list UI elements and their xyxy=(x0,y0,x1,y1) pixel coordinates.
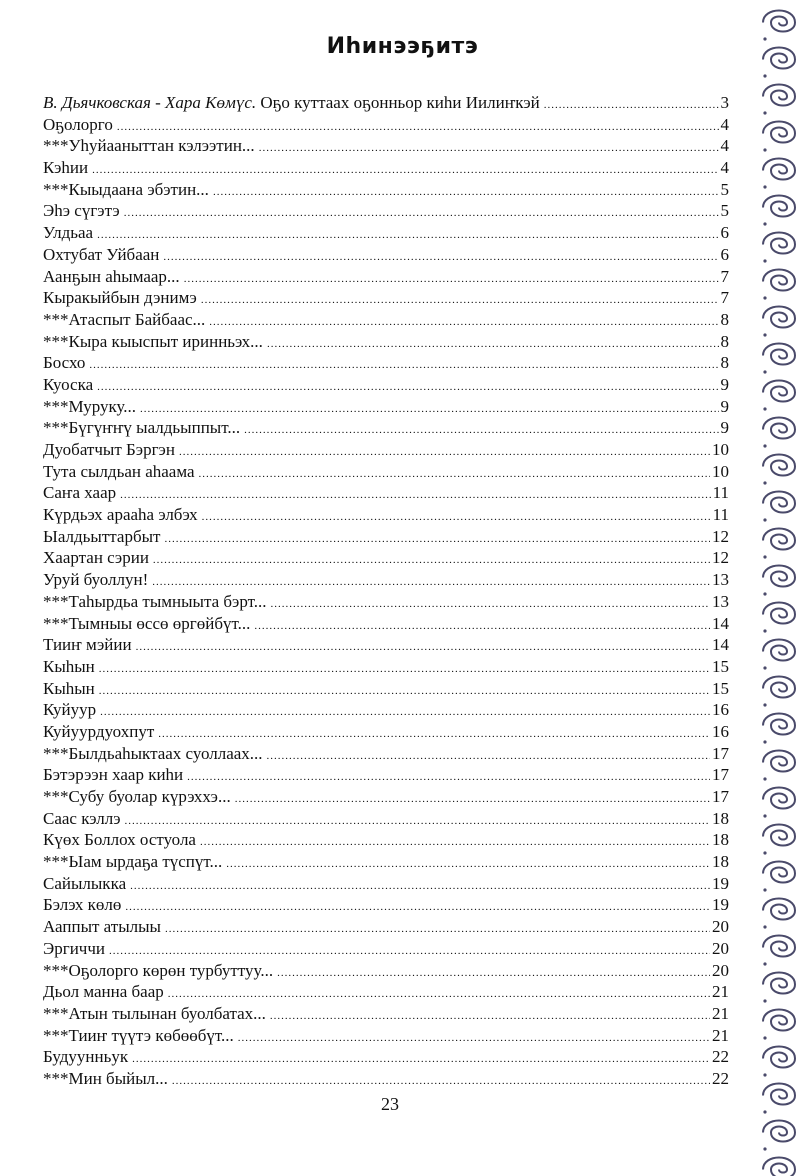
toc-entry-title xyxy=(43,808,121,830)
toc-entry-page: 6 xyxy=(720,223,729,243)
toc-entry-title xyxy=(43,461,195,483)
toc-entry-page: 17 xyxy=(712,787,729,806)
toc-entry-title-text: ***Таһырдьа тымныыта бэрт... xyxy=(43,591,267,611)
toc-entry-title xyxy=(43,526,160,548)
toc-entry xyxy=(43,591,729,613)
toc-dot-leader xyxy=(259,138,719,160)
toc-entry-title xyxy=(43,331,263,353)
toc-entry-title-text: Кэһии xyxy=(43,158,89,178)
toc-entry-title-text: Ааппыт атылыы xyxy=(43,917,161,937)
toc-dot-leader xyxy=(199,464,710,486)
table-of-contents xyxy=(43,92,729,1090)
toc-entry-page: 4 xyxy=(720,158,729,178)
scroll-ornament xyxy=(763,122,795,152)
toc-entry-title-text: Саас кэллэ xyxy=(43,808,121,828)
toc-entry-page: 19 xyxy=(712,873,729,893)
scroll-ornament xyxy=(763,640,795,670)
scroll-ornament xyxy=(763,603,795,633)
toc-entry-page: 12 xyxy=(712,548,729,568)
toc-dot-leader xyxy=(125,811,710,833)
toc-entry xyxy=(43,808,729,830)
toc-dot-leader xyxy=(97,377,718,399)
toc-dot-leader xyxy=(544,95,719,117)
toc-entry xyxy=(43,916,729,938)
toc-dot-leader xyxy=(254,616,710,638)
scroll-ornament xyxy=(763,1010,795,1040)
toc-dot-leader xyxy=(244,420,718,442)
scroll-ornament xyxy=(763,1121,795,1151)
toc-dot-leader xyxy=(124,203,719,225)
toc-entry xyxy=(43,721,729,743)
toc-entry-title-text: ***Уһуйааныттан кэлээтин... xyxy=(43,136,255,156)
toc-entry-title-text: Күөх Боллох остуола xyxy=(43,830,196,850)
toc-entry-author: В. Дьячковская - Хара Көмүс. xyxy=(43,93,257,112)
toc-entry-title xyxy=(43,569,148,591)
scroll-ornament xyxy=(763,11,795,41)
toc-entry-page: 15 xyxy=(712,678,729,698)
toc-entry xyxy=(43,266,729,288)
scroll-ornament xyxy=(763,381,795,411)
toc-entry xyxy=(43,613,729,635)
toc-entry xyxy=(43,461,729,483)
toc-entry-title-text: Босхо xyxy=(43,353,86,373)
toc-entry-title-text: Уруй буоллун! xyxy=(43,570,149,590)
toc-entry-page: 14 xyxy=(712,613,729,633)
toc-entry-title xyxy=(43,547,149,569)
toc-dot-leader xyxy=(270,1006,710,1028)
toc-entry-title xyxy=(43,873,126,895)
toc-entry-title xyxy=(43,135,255,157)
toc-entry-title xyxy=(43,482,116,504)
toc-entry-title xyxy=(43,1068,168,1090)
toc-entry-title-text: ***Былдьаһыктаах суоллаах... xyxy=(43,743,263,763)
toc-entry-page: 17 xyxy=(712,743,729,763)
toc-dot-leader xyxy=(200,832,710,854)
toc-entry xyxy=(43,331,729,353)
toc-entry-title-text: ***Тииҥ түүтэ көбөөбүт... xyxy=(43,1025,234,1045)
toc-dot-leader xyxy=(89,355,718,377)
toc-dot-leader xyxy=(120,485,710,507)
toc-entry-title xyxy=(43,591,267,613)
toc-dot-leader xyxy=(179,442,710,464)
toc-entry-title-text: Эргиччи xyxy=(43,938,105,958)
toc-entry-title xyxy=(43,656,95,678)
toc-entry xyxy=(43,851,729,873)
toc-entry-title xyxy=(43,743,263,765)
toc-entry xyxy=(43,352,729,374)
toc-entry-page: 21 xyxy=(712,982,729,1002)
toc-dot-leader xyxy=(209,312,718,334)
toc-entry-title-text: Тута сылдьан аһаама xyxy=(43,461,195,481)
toc-dot-leader xyxy=(271,594,710,616)
toc-entry xyxy=(43,114,729,136)
toc-entry xyxy=(43,786,729,808)
toc-entry xyxy=(43,1003,729,1025)
toc-entry-title xyxy=(43,439,175,461)
toc-entry xyxy=(43,157,729,179)
toc-entry-title-text: Хаартан сэрии xyxy=(43,548,149,568)
toc-entry xyxy=(43,894,729,916)
toc-entry xyxy=(43,1068,729,1090)
toc-entry-title xyxy=(43,309,205,331)
toc-entry-title-text: Будуунньук xyxy=(43,1047,129,1067)
toc-entry-page: 13 xyxy=(712,570,729,590)
scroll-ornament xyxy=(763,159,795,189)
toc-dot-leader xyxy=(201,290,719,312)
toc-entry-title xyxy=(43,1046,128,1068)
toc-entry-title-text: Дьол манна баар xyxy=(43,982,164,1002)
toc-entry-title-text: Күрдьэх арааһа элбэх xyxy=(43,505,198,525)
scroll-ornament xyxy=(763,307,795,337)
toc-entry-title xyxy=(43,786,231,808)
scroll-ornament xyxy=(763,788,795,818)
toc-entry-page: 4 xyxy=(720,114,729,134)
toc-dot-leader xyxy=(100,702,710,724)
toc-entry xyxy=(43,938,729,960)
toc-entry-title-text: ***Тымныы өссө өргөйбүт... xyxy=(43,613,251,633)
toc-dot-leader xyxy=(99,681,710,703)
toc-entry xyxy=(43,374,729,396)
toc-dot-leader xyxy=(172,1071,710,1093)
scroll-ornament xyxy=(763,196,795,226)
toc-dot-leader xyxy=(132,1049,710,1071)
toc-dot-leader xyxy=(136,637,710,659)
scroll-ornament xyxy=(763,714,795,744)
toc-entry-title-text: ***Бүгүҥҥү ыалдьыппыт... xyxy=(43,418,241,438)
scroll-ornament xyxy=(763,973,795,1003)
toc-entry-page: 16 xyxy=(712,700,729,720)
toc-entry xyxy=(43,829,729,851)
toc-entry-title xyxy=(43,981,164,1003)
toc-entry-page: 13 xyxy=(712,591,729,611)
toc-entry-title-text: Дуобатчыт Бэргэн xyxy=(43,440,175,459)
toc-entry-title xyxy=(43,634,132,656)
toc-entry-page: 8 xyxy=(720,353,729,373)
toc-dot-leader xyxy=(267,746,710,768)
toc-entry-page: 15 xyxy=(712,656,729,676)
toc-entry-title xyxy=(43,352,85,374)
scroll-ornament xyxy=(763,529,795,559)
toc-entry-title xyxy=(43,699,96,721)
toc-entry xyxy=(43,678,729,700)
toc-entry xyxy=(43,960,729,982)
toc-entry-title-text: Оҕолорго xyxy=(43,114,113,134)
toc-entry-title-text: ***Кыра кыыспыт иринньэх... xyxy=(43,331,263,351)
toc-entry xyxy=(43,92,729,114)
toc-dot-leader xyxy=(213,182,719,204)
toc-entry-page: 6 xyxy=(720,244,729,264)
toc-entry-title xyxy=(43,764,183,786)
toc-entry-page: 9 xyxy=(720,396,729,416)
scroll-ornament xyxy=(763,418,795,448)
toc-entry-title-text: Тииҥ мэйии xyxy=(43,635,132,655)
toc-dot-leader xyxy=(202,507,711,529)
toc-dot-leader xyxy=(267,334,719,356)
toc-dot-leader xyxy=(163,247,718,269)
toc-entry xyxy=(43,309,729,331)
toc-entry-title-text: Аанҕын аһымаар... xyxy=(43,266,180,286)
toc-entry-page: 18 xyxy=(712,852,729,872)
toc-entry-title-text: Ыалдьыттарбыт xyxy=(43,526,161,546)
toc-entry-title-text: Куйуурдуохпут xyxy=(43,721,155,741)
toc-entry-page: 8 xyxy=(720,331,729,351)
scroll-ornament xyxy=(763,677,795,707)
toc-entry-page: 14 xyxy=(712,635,729,655)
toc-entry xyxy=(43,743,729,765)
toc-entry-title-text: ***Оҕолорго көрөн турбуттуу... xyxy=(43,960,274,980)
toc-entry-page: 19 xyxy=(712,895,729,915)
scroll-ornament xyxy=(763,566,795,596)
toc-entry xyxy=(43,526,729,548)
toc-entry xyxy=(43,699,729,721)
toc-entry-page: 9 xyxy=(720,374,729,394)
toc-dot-leader xyxy=(277,963,710,985)
toc-entry-title-text: ***Муруку... xyxy=(43,396,137,416)
toc-entry-title xyxy=(43,938,105,960)
toc-entry-title xyxy=(43,894,121,916)
scroll-ornament xyxy=(763,233,795,263)
toc-entry-title-text: Куйуур xyxy=(43,700,97,720)
toc-entry-title-text: Бэтэрээн хаар киһи xyxy=(43,765,184,785)
toc-entry-page: 7 xyxy=(720,266,729,286)
toc-entry-page: 20 xyxy=(712,917,729,937)
toc-dot-leader xyxy=(130,876,710,898)
toc-entry xyxy=(43,764,729,786)
toc-entry-page: 3 xyxy=(720,93,729,112)
toc-entry-title xyxy=(43,504,198,526)
toc-entry-title-text: Кыһын xyxy=(43,678,95,698)
scroll-ornament xyxy=(763,455,795,485)
toc-entry-title-text: Бэлэх көлө xyxy=(43,895,122,915)
toc-entry-page: 20 xyxy=(712,960,729,980)
toc-entry-page: 9 xyxy=(720,418,729,438)
toc-entry xyxy=(43,396,729,418)
page-number: 23 xyxy=(381,1094,399,1114)
toc-entry-page: 12 xyxy=(712,526,729,546)
toc-entry-title xyxy=(43,114,113,136)
toc-entry-title-text: Кыракыйбын дэнимэ xyxy=(43,288,197,308)
toc-entry xyxy=(43,482,729,504)
toc-entry-title-text: Куоска xyxy=(43,374,94,394)
toc-entry-page: 22 xyxy=(712,1068,729,1088)
ornamental-border xyxy=(757,0,801,1176)
toc-entry-page: 21 xyxy=(712,1003,729,1023)
page-title: Иһинээҕитэ xyxy=(326,34,479,59)
toc-entry-title-text: Охтубат Уйбаан xyxy=(43,244,160,264)
toc-entry-title-text: ***Кыыдаана эбэтин... xyxy=(43,179,209,199)
toc-entry-page: 18 xyxy=(712,808,729,828)
toc-entry-title xyxy=(43,92,540,114)
scroll-ornament xyxy=(763,48,795,78)
toc-entry-title-text: Сайылыкка xyxy=(43,873,127,893)
toc-entry xyxy=(43,244,729,266)
toc-dot-leader xyxy=(164,529,710,551)
toc-entry-page: 18 xyxy=(712,830,729,850)
scroll-ornament xyxy=(763,344,795,374)
toc-entry-title-text: Улдьаа xyxy=(43,223,94,243)
toc-dot-leader xyxy=(99,659,710,681)
scroll-ornament xyxy=(763,1158,795,1176)
toc-entry-title xyxy=(43,916,161,938)
toc-entry xyxy=(43,1025,729,1047)
scroll-ornament xyxy=(763,936,795,966)
toc-entry-page: 5 xyxy=(720,201,729,221)
toc-entry xyxy=(43,634,729,656)
toc-entry-page: 21 xyxy=(712,1025,729,1045)
toc-dot-leader xyxy=(184,269,719,291)
toc-entry-title-text: ***Мин быйыл... xyxy=(43,1068,168,1088)
scroll-ornament xyxy=(763,1084,795,1114)
toc-entry xyxy=(43,569,729,591)
toc-entry-title xyxy=(43,1025,234,1047)
toc-entry-title xyxy=(43,851,222,873)
toc-entry xyxy=(43,981,729,1003)
toc-entry-title-text: ***Атаспыт Байбаас... xyxy=(43,309,206,329)
toc-entry-title-text: ***Субу буолар күрэххэ... xyxy=(43,787,231,806)
toc-dot-leader xyxy=(235,789,710,811)
toc-entry-page: 4 xyxy=(720,136,729,156)
toc-entry-title xyxy=(43,960,273,982)
toc-entry-title xyxy=(43,721,154,743)
scroll-ornament xyxy=(763,899,795,929)
toc-entry-title-text: Кыһын xyxy=(43,656,95,676)
toc-entry-title-text: Эһэ сүгэтэ xyxy=(43,201,120,221)
toc-entry-page: 22 xyxy=(712,1047,729,1067)
toc-entry-page: 5 xyxy=(720,179,729,199)
toc-entry xyxy=(43,417,729,439)
toc-dot-leader xyxy=(165,919,710,941)
toc-entry-page: 8 xyxy=(720,309,729,329)
toc-entry-title xyxy=(43,417,240,439)
toc-entry xyxy=(43,547,729,569)
toc-entry-title-text: Оҕо куттаах оҕонньор киһи Иилиҥкэй xyxy=(256,93,540,112)
scroll-ornament xyxy=(763,862,795,892)
toc-entry-title xyxy=(43,200,120,222)
toc-entry-title xyxy=(43,179,209,201)
toc-entry-title-text: ***Ыам ырдаҕа түспүт... xyxy=(43,852,223,872)
toc-entry xyxy=(43,200,729,222)
toc-entry-page: 20 xyxy=(712,938,729,958)
toc-entry xyxy=(43,135,729,157)
toc-entry xyxy=(43,222,729,244)
toc-dot-leader xyxy=(238,1028,710,1050)
scroll-ornament xyxy=(763,270,795,300)
toc-entry-title xyxy=(43,374,93,396)
toc-entry xyxy=(43,873,729,895)
toc-entry-title-text: ***Атын тылынан буолбатах... xyxy=(43,1003,266,1023)
scroll-ornament xyxy=(763,1047,795,1077)
toc-entry xyxy=(43,179,729,201)
scroll-ornament xyxy=(763,492,795,522)
toc-entry-page: 11 xyxy=(712,505,729,525)
toc-dot-leader xyxy=(97,225,718,247)
scroll-ornament xyxy=(763,751,795,781)
toc-entry-page: 17 xyxy=(712,765,729,785)
toc-entry-title xyxy=(43,1003,266,1025)
toc-dot-leader xyxy=(153,550,710,572)
toc-entry-title xyxy=(43,157,88,179)
toc-entry-title xyxy=(43,613,250,635)
toc-entry-page: 16 xyxy=(712,721,729,741)
toc-entry xyxy=(43,504,729,526)
toc-entry xyxy=(43,439,729,461)
toc-entry-title xyxy=(43,266,180,288)
toc-dot-leader xyxy=(226,854,710,876)
toc-entry-page: 7 xyxy=(720,288,729,308)
toc-entry-title-text: Саҥа хаар xyxy=(43,483,117,503)
toc-entry-title xyxy=(43,287,197,309)
toc-entry xyxy=(43,656,729,678)
toc-entry-title xyxy=(43,829,196,851)
toc-entry-page: 10 xyxy=(712,461,729,481)
toc-dot-leader xyxy=(125,897,710,919)
toc-dot-leader xyxy=(187,767,710,789)
toc-entry-title xyxy=(43,222,93,244)
scroll-ornament xyxy=(763,85,795,115)
scroll-ornament xyxy=(763,825,795,855)
toc-entry xyxy=(43,1046,729,1068)
toc-entry-page: 11 xyxy=(712,483,729,503)
toc-entry-title xyxy=(43,244,159,266)
toc-entry-page: 10 xyxy=(712,440,729,459)
toc-entry xyxy=(43,287,729,309)
toc-entry-title xyxy=(43,396,136,418)
toc-entry-title xyxy=(43,678,95,700)
